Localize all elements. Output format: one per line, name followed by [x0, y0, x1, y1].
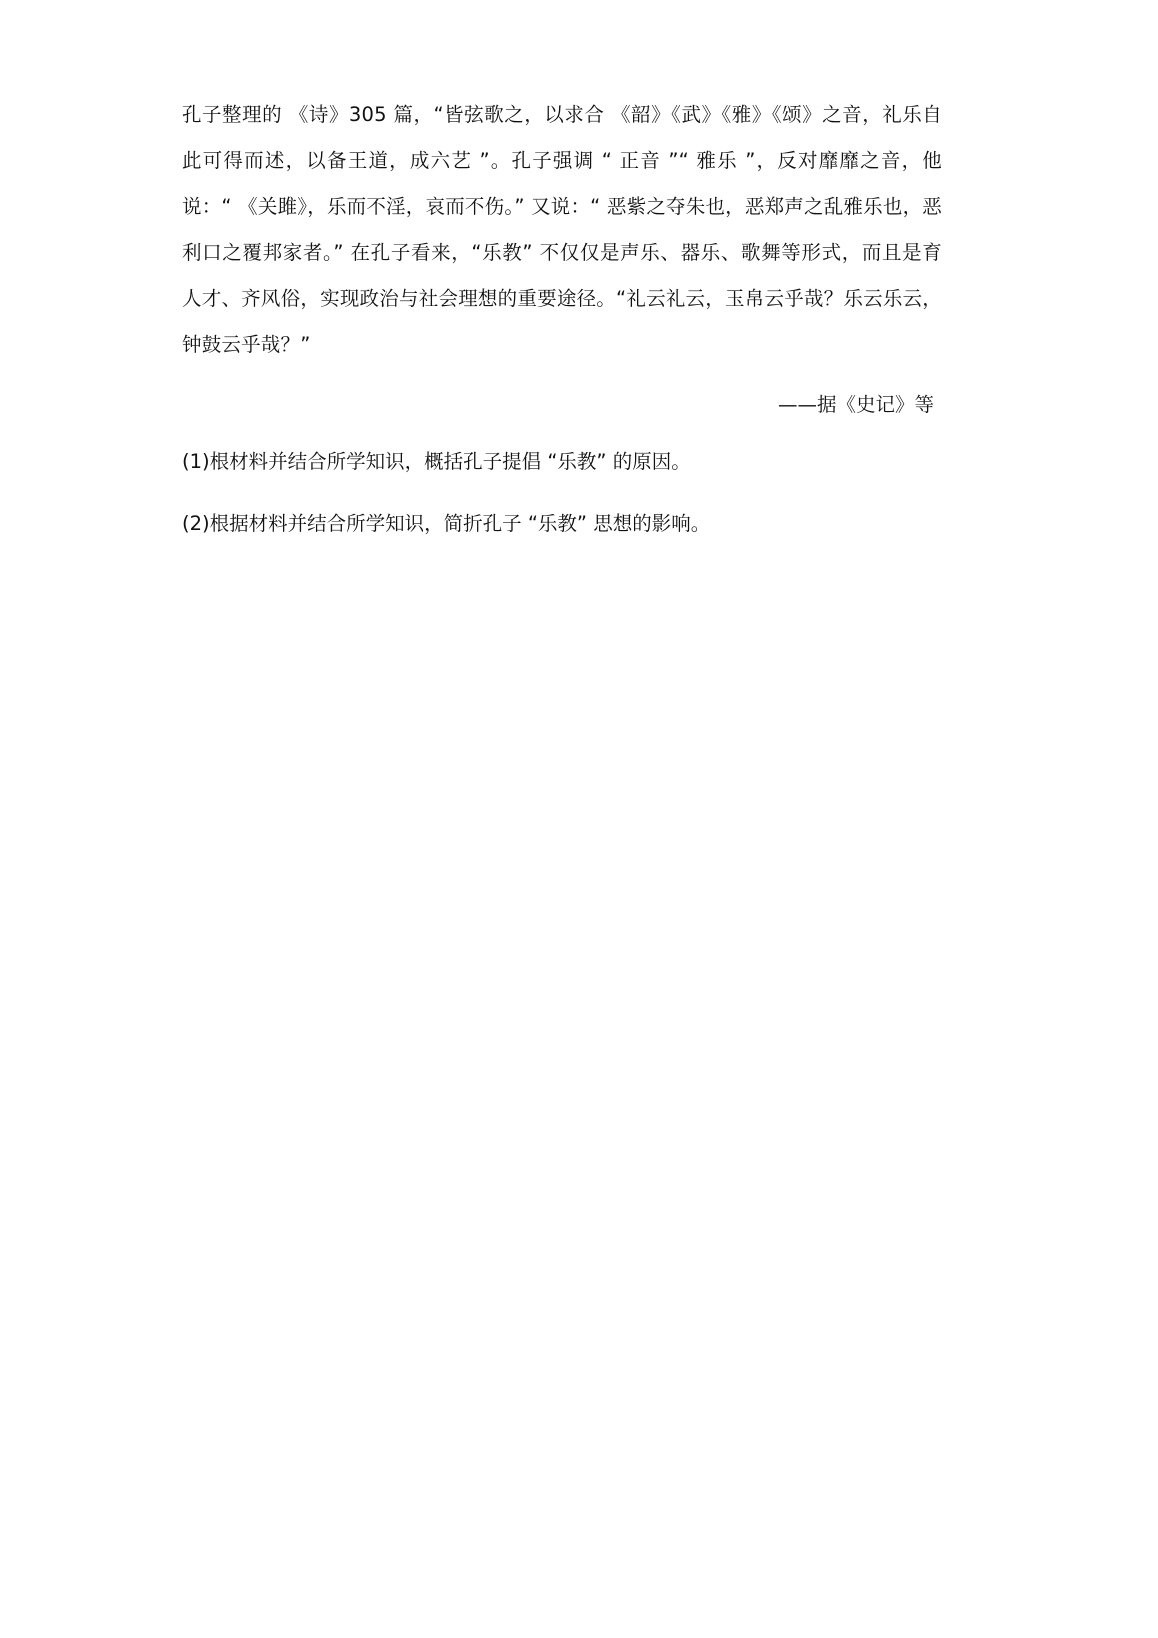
question-list: [182, 441, 942, 545]
source-passage: 孔子整理的 《诗》305 篇，“皆弦歌之，以求合 《韶》《武》《雅》《颂》之音，礼乐自此可得而述，以备王道，成六艺 ”。孔子强调 “ 正音 ”“ 雅乐 ”，反对靡靡之音，他说：“ 《关雎》，乐而不淫，哀而不伤。” 又说：“ 恶紫之夺朱也，恶郑声之乱雅乐也，恶利口之覆邦家者。” 在孔子看来，“乐教” 不仅仅是声乐、器乐、歌舞等形式，而且是育人才、齐风俗，实现政治与社会理想的重要途径。“礼云礼云，玉帛云乎哉？乐云乐云，钟鼓云乎哉？”: [182, 102, 942, 356]
source-attribution: ——据《史记》等: [777, 392, 934, 416]
document-content: [182, 72, 942, 564]
question-item-2: (2)根据材料并结合所学知识，简折孔子 “乐教” 思想的影响。: [182, 511, 711, 535]
question-item-1: (1)根材料并结合所学知识，概括孔子提倡 “乐教” 的原因。: [182, 450, 691, 473]
